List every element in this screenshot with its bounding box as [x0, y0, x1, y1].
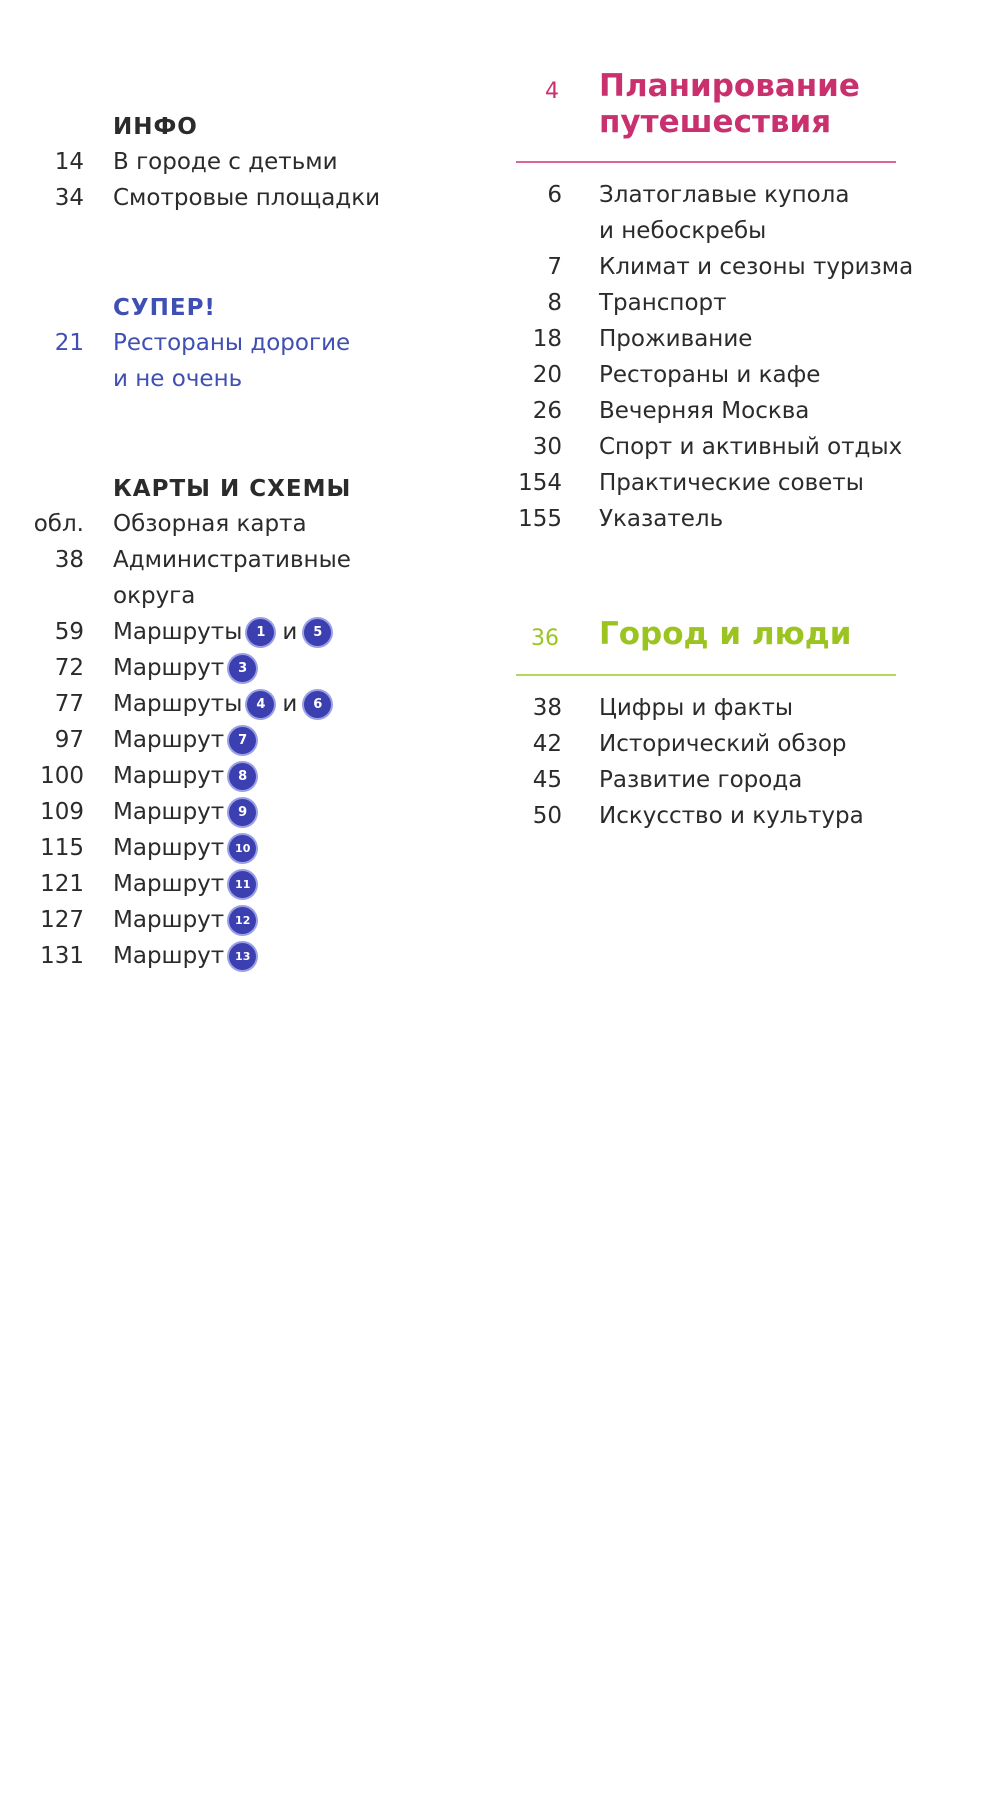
route-number-badge: 4	[247, 691, 274, 718]
entry-title: Маршрут	[113, 835, 225, 861]
route-number-badge: 11	[229, 871, 256, 898]
entry-title: Маршрут	[113, 907, 225, 933]
entry-title: Вечерняя Москва	[599, 398, 810, 424]
entry-title: Маршрут	[113, 871, 225, 897]
page-number: 20	[532, 362, 562, 388]
entry-title: Маршруты	[113, 619, 243, 645]
entry-title: Транспорт	[599, 290, 727, 316]
route-number-badge: 6	[304, 691, 331, 718]
entry-title: Смотровые площадки	[113, 185, 381, 211]
entry-title: Маршруты	[113, 691, 243, 717]
page-number: 72	[54, 655, 84, 681]
chapter-divider	[516, 674, 896, 676]
entry-title: Спорт и активный отдых	[599, 434, 903, 460]
page-number: 7	[547, 254, 562, 280]
page-number: 59	[54, 619, 84, 645]
page-number: 6	[547, 182, 562, 208]
page-number: 77	[54, 691, 84, 717]
page-number: 30	[532, 434, 562, 460]
route-number-badge: 8	[229, 763, 256, 790]
page-number: 109	[40, 799, 84, 825]
chapter-divider	[516, 161, 896, 163]
conjunction: и	[282, 619, 298, 645]
entry-title: Златоглавые купола	[599, 182, 850, 208]
page-number: 42	[532, 731, 562, 757]
entry-title: Маршрут	[113, 727, 225, 753]
page-number: 97	[54, 727, 84, 753]
route-number-badge: 9	[229, 799, 256, 826]
entry-title-line2: и не очень	[113, 366, 243, 392]
route-number-badge: 1	[247, 619, 274, 646]
entry-title: Маршрут	[113, 943, 225, 969]
chapter-page-number: 4	[545, 79, 559, 104]
entry-title: Проживание	[599, 326, 753, 352]
route-number-badge: 7	[229, 727, 256, 754]
chapter-page-number: 36	[531, 626, 559, 651]
entry-title: Искусство и культура	[599, 803, 864, 829]
page-number: обл.	[33, 511, 84, 537]
entry-title: Рестораны дорогие	[113, 330, 351, 356]
page-number: 38	[532, 695, 562, 721]
entry-title: Административные	[113, 547, 351, 573]
entry-title: В городе с детьми	[113, 149, 338, 175]
page-number: 14	[54, 149, 84, 175]
entry-title: Цифры и факты	[599, 695, 794, 721]
entry-title-line2: округа	[113, 583, 196, 609]
route-number-badge: 12	[229, 907, 256, 934]
entry-title: Развитие города	[599, 767, 803, 793]
section-heading-info: ИНФО	[113, 114, 198, 140]
page-number: 8	[547, 290, 562, 316]
page-number: 45	[532, 767, 562, 793]
page-number: 115	[40, 835, 84, 861]
route-number-badge: 3	[229, 655, 256, 682]
section-heading-maps: КАРТЫ И СХЕМЫ	[113, 476, 352, 502]
page-number: 26	[532, 398, 562, 424]
page-number: 34	[54, 185, 84, 211]
page-number: 38	[54, 547, 84, 573]
entry-title: Обзорная карта	[113, 511, 307, 537]
route-number-badge: 5	[304, 619, 331, 646]
entry-title-line2: и небоскребы	[599, 218, 767, 244]
chapter-title: Планирование	[599, 68, 860, 104]
entry-title: Маршрут	[113, 763, 225, 789]
route-number-badge: 10	[229, 835, 256, 862]
page-number: 50	[532, 803, 562, 829]
route-number-badge: 13	[229, 943, 256, 970]
entry-title: Рестораны и кафе	[599, 362, 821, 388]
page-number: 131	[40, 943, 84, 969]
chapter-title-line2: путешествия	[599, 104, 832, 140]
page-number: 127	[40, 907, 84, 933]
page-number: 100	[40, 763, 84, 789]
entry-title: Указатель	[599, 506, 724, 532]
page-number: 154	[518, 470, 562, 496]
section-heading-super: СУПЕР!	[113, 295, 216, 321]
page-number: 155	[518, 506, 562, 532]
entry-title: Практические советы	[599, 470, 864, 496]
page-number: 21	[54, 330, 84, 356]
chapter-title: Город и люди	[599, 616, 852, 652]
entry-title: Маршрут	[113, 799, 225, 825]
entry-title: Исторический обзор	[599, 731, 847, 757]
page-number: 18	[532, 326, 562, 352]
entry-title: Климат и сезоны туризма	[599, 254, 914, 280]
page-number: 121	[40, 871, 84, 897]
entry-title: Маршрут	[113, 655, 225, 681]
conjunction: и	[282, 691, 298, 717]
